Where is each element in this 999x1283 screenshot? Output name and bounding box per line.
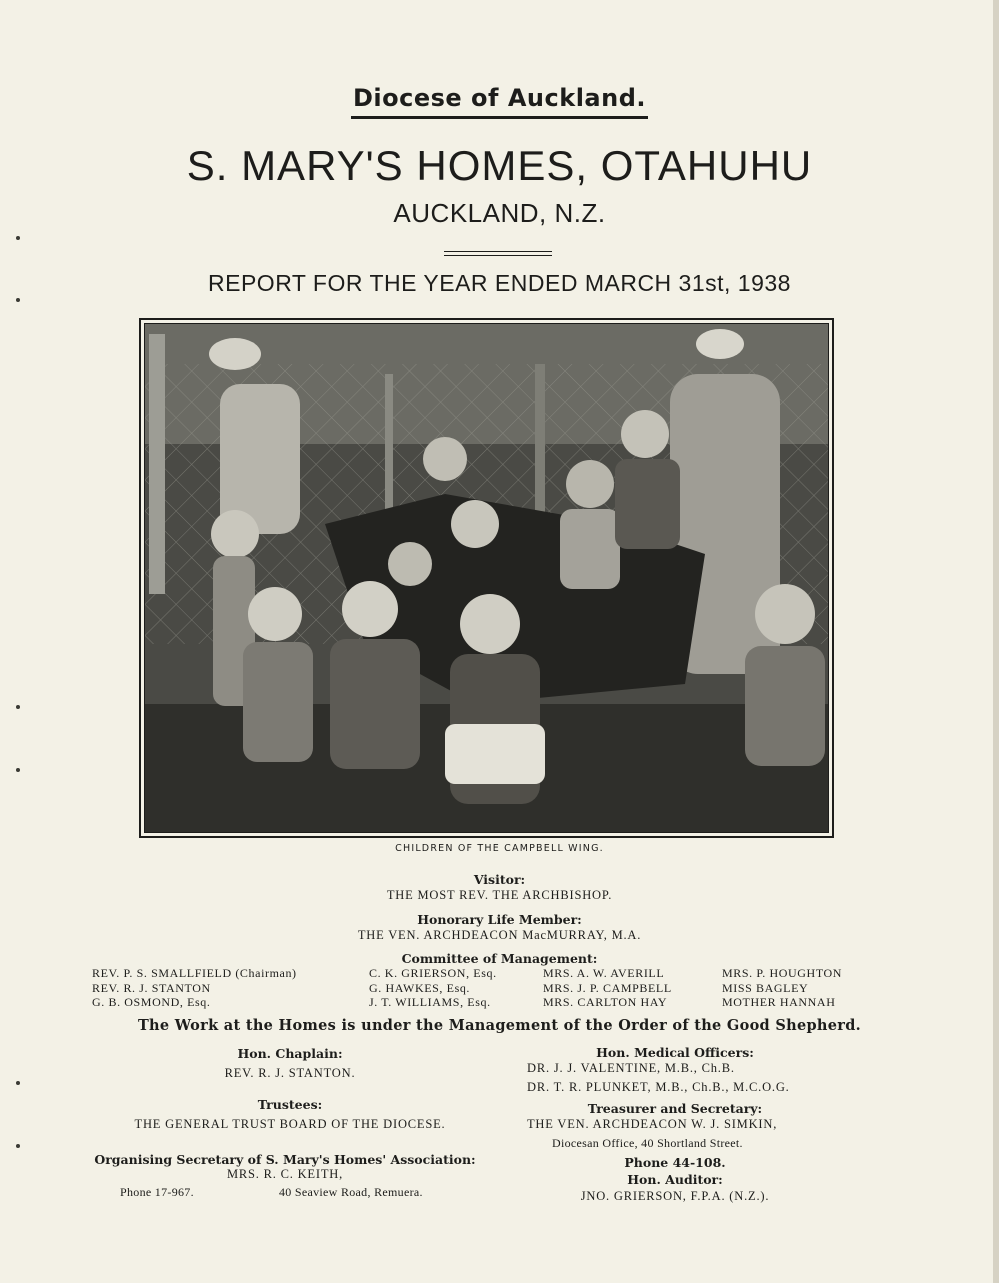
report-heading: REPORT FOR THE YEAR ENDED MARCH 31st, 1938 bbox=[208, 270, 791, 296]
margin-mark bbox=[16, 236, 20, 240]
auditor-value: JNO. GRIERSON, F.P.A. (N.Z.). bbox=[580, 1189, 770, 1203]
chaplain-value: REV. R. J. STANTON. bbox=[224, 1066, 356, 1080]
committee-member: MRS. CARLTON HAY bbox=[543, 995, 668, 1009]
committee-member: J. T. WILLIAMS, Esq. bbox=[369, 995, 491, 1009]
committee-member: G. B. OSMOND, Esq. bbox=[92, 995, 211, 1009]
committee-member: REV. P. S. SMALLFIELD (Chairman) bbox=[92, 966, 297, 980]
work-statement: The Work at the Homes is under the Management of the Order of the Good Shepherd. bbox=[137, 1017, 862, 1034]
margin-mark bbox=[16, 1144, 20, 1148]
chaplain-block bbox=[100, 1046, 480, 1081]
treasurer-heading: Treasurer and Secretary: bbox=[587, 1101, 763, 1116]
photo-frame bbox=[139, 318, 834, 838]
committee-member: MRS. P. HOUGHTON bbox=[722, 966, 843, 980]
committee-member: REV. R. J. STANTON bbox=[92, 980, 211, 995]
committee-member: MRS. A. W. AVERILL bbox=[543, 966, 665, 980]
auditor-heading: Hon. Auditor: bbox=[627, 1172, 723, 1187]
committee-member: MISS BAGLEY bbox=[722, 980, 809, 995]
committee-member: C. K. GRIERSON, Esq. bbox=[369, 966, 497, 980]
auditor-block bbox=[505, 1172, 845, 1204]
page-title: S. MARY'S HOMES, OTAHUHU bbox=[186, 142, 813, 189]
children-photo bbox=[144, 323, 829, 833]
committee-column-4 bbox=[722, 966, 842, 1010]
committee-column-3 bbox=[543, 966, 672, 1010]
diocese-text: Diocese of Auckland. bbox=[351, 84, 648, 119]
organising-block bbox=[80, 1152, 490, 1182]
committee-member: MOTHER HANNAH bbox=[722, 995, 836, 1009]
margin-mark bbox=[16, 298, 20, 302]
committee-column-1 bbox=[92, 966, 297, 1010]
photo-caption: CHILDREN OF THE CAMPBELL WING. bbox=[395, 843, 604, 854]
organising-value: MRS. R. C. KEITH, bbox=[226, 1167, 344, 1181]
margin-mark bbox=[16, 1081, 20, 1085]
medical-heading: Hon. Medical Officers: bbox=[596, 1045, 754, 1060]
double-rule-top bbox=[444, 251, 552, 252]
treasurer-value: THE VEN. ARCHDEACON W. J. SIMKIN, bbox=[527, 1117, 778, 1131]
trustees-block bbox=[100, 1097, 480, 1132]
margin-mark bbox=[16, 768, 20, 772]
diocese-heading bbox=[0, 84, 999, 119]
double-rule-bottom bbox=[444, 255, 552, 256]
visitor-heading: Visitor: bbox=[473, 872, 526, 887]
organising-address: 40 Seaview Road, Remuera. bbox=[279, 1185, 423, 1199]
organising-heading: Organising Secretary of S. Mary's Homes' Association: bbox=[94, 1152, 476, 1167]
photo-illustration bbox=[145, 324, 829, 833]
treasurer-phone: Phone 44-108. bbox=[624, 1155, 726, 1170]
committee-column-2 bbox=[369, 966, 497, 1010]
page-edge bbox=[993, 0, 999, 1283]
treasurer-block bbox=[505, 1101, 845, 1116]
organising-phone: Phone 17-967. bbox=[120, 1185, 194, 1199]
chaplain-heading: Hon. Chaplain: bbox=[237, 1046, 343, 1061]
committee-heading: Committee of Management: bbox=[401, 951, 598, 966]
page-subtitle: AUCKLAND, N.Z. bbox=[393, 198, 606, 228]
trustees-heading: Trustees: bbox=[257, 1097, 323, 1112]
visitor-value: THE MOST REV. THE ARCHBISHOP. bbox=[386, 888, 613, 902]
committee-member: MRS. J. P. CAMPBELL bbox=[543, 980, 672, 995]
treasurer-office: Diocesan Office, 40 Shortland Street. bbox=[552, 1136, 743, 1150]
margin-mark bbox=[16, 705, 20, 709]
medical-officer-1: DR. J. J. VALENTINE, M.B., Ch.B. bbox=[527, 1061, 735, 1075]
committee-member: G. HAWKES, Esq. bbox=[369, 980, 471, 995]
trustees-value: THE GENERAL TRUST BOARD OF THE DIOCESE. bbox=[134, 1117, 446, 1131]
medical-officer-2: DR. T. R. PLUNKET, M.B., Ch.B., M.C.O.G. bbox=[527, 1080, 790, 1094]
life-member-heading: Honorary Life Member: bbox=[417, 912, 582, 927]
life-member-value: THE VEN. ARCHDEACON MacMURRAY, M.A. bbox=[357, 928, 642, 942]
treasurer-phone-block bbox=[505, 1155, 845, 1170]
medical-block bbox=[505, 1045, 845, 1060]
